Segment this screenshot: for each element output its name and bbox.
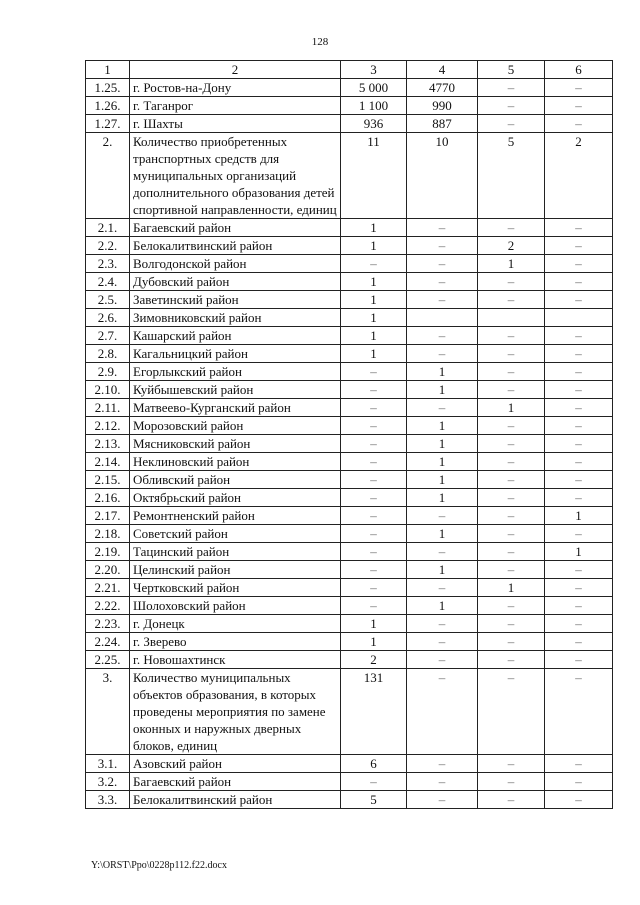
col6-cell: – [545,115,613,133]
col4-cell: – [407,791,478,809]
row-number-cell: 2.18. [86,525,130,543]
header-cell: 6 [545,61,613,79]
row-number-cell: 3.3. [86,791,130,809]
row-name-cell: Зимовниковский район [130,309,341,327]
col4-cell: – [407,773,478,791]
col4-cell: 1 [407,561,478,579]
col6-cell: – [545,615,613,633]
col5-cell: – [478,453,545,471]
col5-cell: – [478,525,545,543]
col4-cell: – [407,669,478,755]
col6-cell: – [545,669,613,755]
row-name-cell: Кагальницкий район [130,345,341,363]
col3-cell: – [341,453,407,471]
table-row [86,471,613,489]
row-name-cell: Заветинский район [130,291,341,309]
col4-cell: – [407,633,478,651]
row-name-cell: Дубовский район [130,273,341,291]
col5-cell [478,309,545,327]
header-cell: 3 [341,61,407,79]
col6-cell: – [545,773,613,791]
col3-cell: 1 [341,633,407,651]
row-number-cell: 2. [86,133,130,219]
row-number-cell: 2.25. [86,651,130,669]
col6-cell: – [545,237,613,255]
col6-cell: – [545,561,613,579]
col3-cell: 1 [341,273,407,291]
table-row [86,291,613,309]
row-name-cell: Волгодонской район [130,255,341,273]
col3-cell: – [341,525,407,543]
col5-cell: – [478,273,545,291]
col5-cell: – [478,669,545,755]
col5-cell: – [478,489,545,507]
col3-cell: – [341,579,407,597]
col4-cell: – [407,615,478,633]
col4-cell [407,309,478,327]
row-name-cell: Тацинский район [130,543,341,561]
table-row [86,669,613,755]
table-row [86,791,613,809]
col6-cell: – [545,471,613,489]
table-row [86,579,613,597]
col4-cell: 1 [407,597,478,615]
row-name-cell: Багаевский район [130,219,341,237]
col5-cell: – [478,115,545,133]
col4-cell: – [407,543,478,561]
table-row [86,79,613,97]
table-row [86,651,613,669]
table-row [86,597,613,615]
row-name-cell: Количество приобретенных транспортных средств для муниципальных организаций дополнительного образования детей спортивной направленности, единиц [130,133,341,219]
row-name-cell: Белокалитвинский район [130,237,341,255]
row-number-cell: 2.13. [86,435,130,453]
row-number-cell: 2.11. [86,399,130,417]
row-number-cell: 2.3. [86,255,130,273]
col3-cell: – [341,773,407,791]
row-number-cell: 2.7. [86,327,130,345]
row-name-cell: Егорлыкский район [130,363,341,381]
row-number-cell: 2.8. [86,345,130,363]
col4-cell: 1 [407,453,478,471]
table-row [86,115,613,133]
col3-cell: – [341,255,407,273]
row-name-cell: Багаевский район [130,773,341,791]
table-row [86,219,613,237]
row-name-cell: Белокалитвинский район [130,791,341,809]
col5-cell: – [478,363,545,381]
row-name-cell: Октябрьский район [130,489,341,507]
col6-cell: – [545,489,613,507]
col5-cell: – [478,615,545,633]
row-name-cell: Целинский район [130,561,341,579]
col5-cell: – [478,633,545,651]
row-name-cell: г. Ростов-на-Дону [130,79,341,97]
col4-cell: – [407,237,478,255]
table-row [86,327,613,345]
table-row [86,435,613,453]
col6-cell: – [545,255,613,273]
row-number-cell: 2.20. [86,561,130,579]
col3-cell: – [341,381,407,399]
col3-cell: – [341,507,407,525]
row-name-cell: г. Донецк [130,615,341,633]
col5-cell: – [478,773,545,791]
row-number-cell: 2.1. [86,219,130,237]
col5-cell: – [478,417,545,435]
col5-cell: – [478,651,545,669]
row-number-cell: 3. [86,669,130,755]
col5-cell: – [478,791,545,809]
col6-cell: – [545,417,613,435]
table-row [86,133,613,219]
row-name-cell: Морозовский район [130,417,341,435]
col4-cell: – [407,327,478,345]
col5-cell: – [478,97,545,115]
col6-cell: – [545,79,613,97]
table-row [86,773,613,791]
row-number-cell: 2.6. [86,309,130,327]
col3-cell: – [341,597,407,615]
col3-cell: 1 [341,615,407,633]
row-number-cell: 1.27. [86,115,130,133]
col5-cell: 1 [478,399,545,417]
col6-cell: – [545,219,613,237]
header-cell: 5 [478,61,545,79]
row-name-cell: г. Таганрог [130,97,341,115]
col3-cell: – [341,417,407,435]
col6-cell: – [545,597,613,615]
row-name-cell: Чертковский район [130,579,341,597]
col5-cell: – [478,79,545,97]
col5-cell: 2 [478,237,545,255]
col6-cell: 1 [545,507,613,525]
col4-cell: – [407,755,478,773]
row-number-cell: 2.4. [86,273,130,291]
row-name-cell: Шолоховский район [130,597,341,615]
col5-cell: 1 [478,579,545,597]
table-row [86,273,613,291]
table-header-row [86,61,613,79]
col6-cell: – [545,273,613,291]
col4-cell: 1 [407,489,478,507]
col5-cell: – [478,597,545,615]
row-name-cell: г. Новошахтинск [130,651,341,669]
row-name-cell: г. Шахты [130,115,341,133]
col6-cell: – [545,97,613,115]
row-number-cell: 2.9. [86,363,130,381]
page-number: 128 [311,36,329,48]
row-name-cell: Неклиновский район [130,453,341,471]
row-number-cell: 2.2. [86,237,130,255]
col3-cell: 6 [341,755,407,773]
col4-cell: 10 [407,133,478,219]
col4-cell: – [407,507,478,525]
data-table [85,60,613,809]
col3-cell: 131 [341,669,407,755]
row-number-cell: 2.5. [86,291,130,309]
row-number-cell: 2.12. [86,417,130,435]
header-cell: 2 [130,61,341,79]
table-row [86,97,613,115]
row-number-cell: 2.17. [86,507,130,525]
col5-cell: – [478,755,545,773]
col6-cell: – [545,755,613,773]
row-name-cell: г. Зверево [130,633,341,651]
col4-cell: – [407,399,478,417]
col5-cell: – [478,381,545,399]
table-row [86,309,613,327]
col4-cell: – [407,291,478,309]
col6-cell: 2 [545,133,613,219]
table-row [86,525,613,543]
col3-cell: – [341,363,407,381]
col5-cell: 5 [478,133,545,219]
col6-cell: – [545,327,613,345]
col4-cell: – [407,255,478,273]
row-number-cell: 2.22. [86,597,130,615]
row-name-cell: Матвеево-Курганский район [130,399,341,417]
col4-cell: 1 [407,471,478,489]
col3-cell: – [341,471,407,489]
col4-cell: 990 [407,97,478,115]
row-name-cell: Советский район [130,525,341,543]
col4-cell: 1 [407,417,478,435]
col3-cell: – [341,489,407,507]
col6-cell: – [545,291,613,309]
col5-cell: – [478,219,545,237]
row-name-cell: Куйбышевский район [130,381,341,399]
table-row [86,561,613,579]
col5-cell: – [478,471,545,489]
col3-cell: 1 [341,291,407,309]
col6-cell: – [545,579,613,597]
col4-cell: 1 [407,363,478,381]
col4-cell: 887 [407,115,478,133]
row-name-cell: Ремонтненский район [130,507,341,525]
col4-cell: 1 [407,525,478,543]
col4-cell: – [407,651,478,669]
table-row [86,399,613,417]
row-number-cell: 2.16. [86,489,130,507]
table-row [86,489,613,507]
row-number-cell: 2.14. [86,453,130,471]
col6-cell [545,309,613,327]
row-number-cell: 3.1. [86,755,130,773]
row-number-cell: 2.19. [86,543,130,561]
col6-cell: – [545,345,613,363]
table-row [86,633,613,651]
table-row [86,381,613,399]
col4-cell: 1 [407,435,478,453]
col6-cell: – [545,399,613,417]
col3-cell: – [341,561,407,579]
col6-cell: – [545,651,613,669]
col4-cell: 1 [407,381,478,399]
col3-cell: 1 [341,327,407,345]
table-row [86,237,613,255]
col5-cell: – [478,327,545,345]
col3-cell: 1 [341,309,407,327]
row-number-cell: 2.23. [86,615,130,633]
col6-cell: – [545,791,613,809]
row-number-cell: 2.21. [86,579,130,597]
col3-cell: 1 [341,219,407,237]
col3-cell: 2 [341,651,407,669]
row-name-cell: Обливский район [130,471,341,489]
row-number-cell: 2.10. [86,381,130,399]
row-name-cell: Азовский район [130,755,341,773]
col3-cell: – [341,435,407,453]
col3-cell: – [341,543,407,561]
file-path-footer: Y:\ORST\Ppo\0228p112.f22.docx [91,860,227,871]
col5-cell: 1 [478,255,545,273]
col6-cell: – [545,453,613,471]
col6-cell: – [545,525,613,543]
col4-cell: 4770 [407,79,478,97]
col4-cell: – [407,219,478,237]
col4-cell: – [407,273,478,291]
header-cell: 4 [407,61,478,79]
col6-cell: – [545,633,613,651]
col6-cell: 1 [545,543,613,561]
col3-cell: 1 [341,237,407,255]
table-row [86,507,613,525]
col6-cell: – [545,363,613,381]
col3-cell: 1 [341,345,407,363]
col5-cell: – [478,345,545,363]
col3-cell: 1 100 [341,97,407,115]
col3-cell: 5 [341,791,407,809]
row-name-cell: Количество муниципальных объектов образования, в которых проведены мероприятия по замене оконных и наружных дверных блоков, единиц [130,669,341,755]
table-row [86,417,613,435]
row-name-cell: Кашарский район [130,327,341,345]
col3-cell: 936 [341,115,407,133]
col4-cell: – [407,579,478,597]
table-row [86,755,613,773]
col5-cell: – [478,507,545,525]
table-row [86,453,613,471]
col3-cell: 11 [341,133,407,219]
row-number-cell: 1.25. [86,79,130,97]
row-number-cell: 2.15. [86,471,130,489]
col3-cell: 5 000 [341,79,407,97]
col5-cell: – [478,435,545,453]
col4-cell: – [407,345,478,363]
col3-cell: – [341,399,407,417]
col5-cell: – [478,561,545,579]
col6-cell: – [545,381,613,399]
row-number-cell: 2.24. [86,633,130,651]
table-row [86,615,613,633]
row-number-cell: 3.2. [86,773,130,791]
table-row [86,363,613,381]
col5-cell: – [478,291,545,309]
table-row [86,255,613,273]
col5-cell: – [478,543,545,561]
col6-cell: – [545,435,613,453]
row-number-cell: 1.26. [86,97,130,115]
row-name-cell: Мясниковский район [130,435,341,453]
table-row [86,543,613,561]
table-row [86,345,613,363]
header-cell: 1 [86,61,130,79]
